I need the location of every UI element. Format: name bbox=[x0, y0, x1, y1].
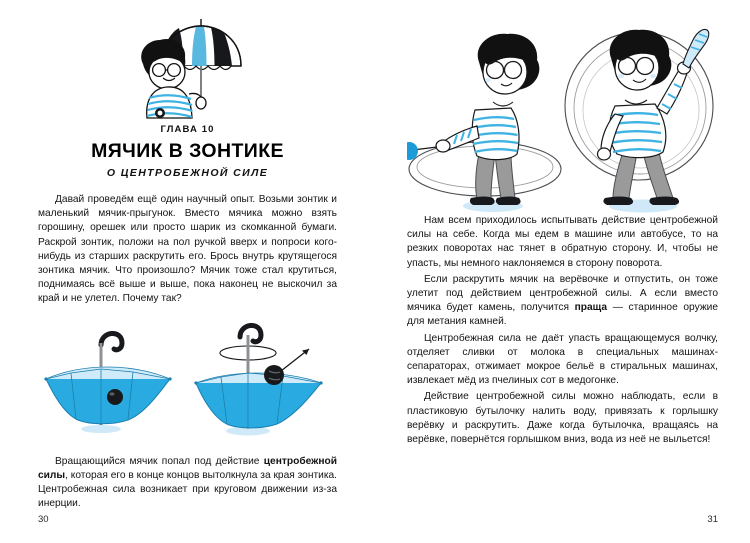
right-paragraph-2 bbox=[407, 273, 718, 330]
right-p2-part-2: — старинное оружие для метания камней. bbox=[407, 302, 718, 328]
right-paragraph-3: Центробежная сила не даёт упасть вращающемуся волчку, отделяет сливки от молока в специальных машинах-сепараторах, отжимает мокрое бельё в стиральных машинах, извлекает мёд из пчелиных сот в медогонке. bbox=[407, 332, 718, 387]
chapter-label: ГЛАВА 10 bbox=[160, 124, 215, 135]
caption-bold-term: центробежной силы bbox=[38, 455, 337, 481]
caption-part-2: , которая его в конце концов вытолкнула за края зонтика. Центробежная сила возникает при круговом движении из-за инерции. bbox=[38, 469, 337, 510]
right-page bbox=[375, 0, 750, 543]
page-number-right: 31 bbox=[707, 514, 718, 525]
hero-illustration-boy-with-umbrella bbox=[38, 14, 337, 122]
umbrella-right-cell bbox=[191, 315, 337, 445]
left-caption-paragraph bbox=[38, 455, 337, 512]
right-p2-bold-term: праща bbox=[574, 302, 608, 314]
boy-with-umbrella-icon bbox=[113, 14, 263, 122]
right-paragraph-4: Действие центробежной силы можно наблюдать, если в пластиковую бутылочку налить воду, привязать к горлышку верёвку и раскрутить. Даже когда бутылочка, вращаясь на верёвке, повернётся горлышком вниз, вода из неё не выльется! bbox=[407, 391, 718, 446]
open-umbrella-with-ball-icon bbox=[38, 315, 184, 445]
page-title: МЯЧИК В ЗОНТИКЕ bbox=[91, 140, 284, 162]
right-p2-part-1: Если раскрутить мячик на верёвочке и отпустить, он тоже улетит под действием центробежной силы. А если вместо мячика будет камень, получится bbox=[407, 273, 718, 314]
two-kids-centrifugal-demo-icon bbox=[407, 14, 718, 214]
spinning-umbrella-ball-flying-out-icon bbox=[191, 315, 337, 445]
umbrella-experiment-illustrations bbox=[38, 315, 337, 445]
boy-swinging-ball-group bbox=[407, 34, 561, 212]
umbrella-left-cell bbox=[38, 315, 184, 445]
chapter-subtitle: О ЦЕНТРОБЕЖНОЙ СИЛЕ bbox=[106, 167, 269, 179]
boy-spinning-bottle-group bbox=[565, 29, 713, 212]
caption-part-1: Вращающийся мячик попал под действие bbox=[55, 455, 264, 467]
left-paragraph-1: Давай проведём ещё один научный опыт. Возьми зонтик и маленький мячик-прыгунок. Вместо мячика можно взять горошину, орешек или просто шарик из скомканной бумаги. Раскрой зонтик, положи на пол ручкой вверх и попроси кого-нибудь из старших раскрутить его. Брось внутрь крутящегося зонтика мячик. Что произошло? Мячик тоже стал крутиться, поднимаясь всё выше и выше, пока наконец не выскочил за край и не улетел. Почему так? bbox=[38, 194, 337, 305]
page-number-left: 30 bbox=[38, 514, 49, 525]
kids-illustrations bbox=[407, 14, 718, 214]
right-paragraph-1: Нам всем приходилось испытывать действие центробежной силы на себе. Когда мы едем в машине или автобусе, то на резких поворотах нас тянет в обратную сторону. И, чтобы не упасть, мы немного наклоняемся в сторону поворота. bbox=[407, 215, 718, 269]
